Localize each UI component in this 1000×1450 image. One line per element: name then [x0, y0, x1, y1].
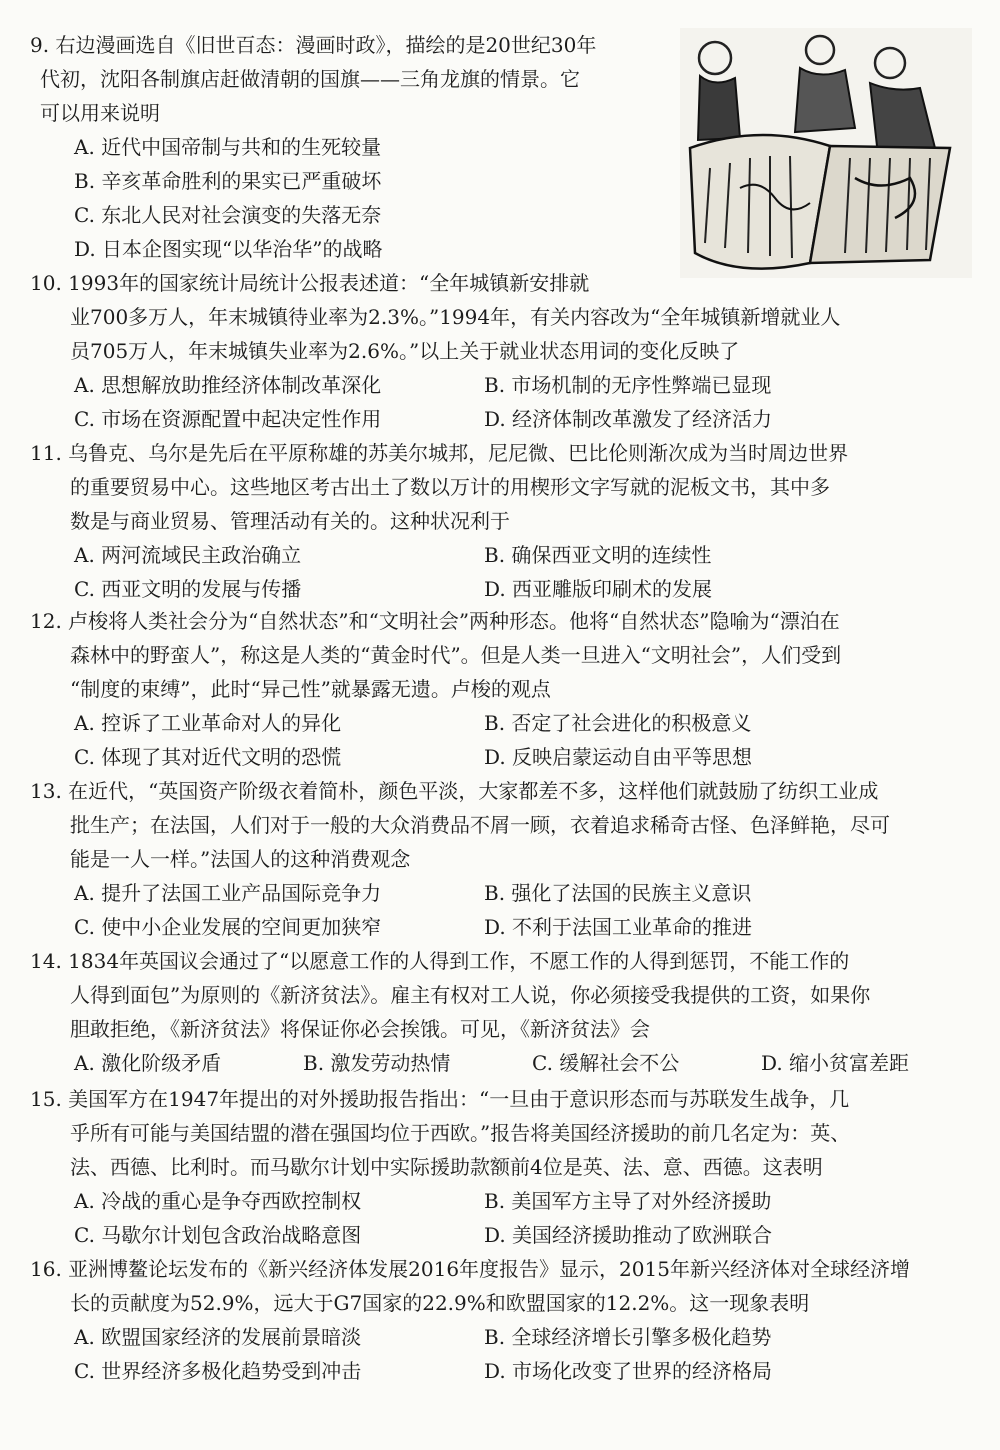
- options-row: [30, 1320, 990, 1354]
- option-c: C. 市场在资源配置中起决定性作用: [74, 407, 382, 431]
- option-d: D. 缩小贫富差距: [761, 1051, 910, 1075]
- question-9: [30, 28, 990, 266]
- question-text: 代初，沈阳各制旗店赶做清朝的国旗——三角龙旗的情景。它: [40, 67, 580, 91]
- question-text: 长的贡献度为52.9%，远大于G7国家的22.9%和欧盟国家的12.2%。这一现象表明: [70, 1291, 810, 1315]
- option-d: D. 日本企图实现“以华治华”的战略: [74, 237, 383, 261]
- option-b: B. 否定了社会进化的积极意义: [484, 711, 752, 735]
- option-a: A. 思想解放助推经济体制改革深化: [74, 373, 382, 397]
- option-a: A. 控诉了工业革命对人的异化: [74, 711, 342, 735]
- question-14: [30, 944, 990, 1080]
- options-row: [30, 572, 990, 606]
- option-d: D. 美国经济援助推动了欧洲联合: [484, 1223, 773, 1247]
- option-b: B. 美国军方主导了对外经济援助: [484, 1189, 772, 1213]
- question-text: 9. 右边漫画选自《旧世百态：漫画时政》，描绘的是20世纪30年: [30, 33, 597, 57]
- options-row: [30, 910, 990, 944]
- option-d: D. 市场化改变了世界的经济格局: [484, 1359, 773, 1383]
- question-13: [30, 774, 990, 944]
- options-row: [30, 1046, 990, 1080]
- question-10: [30, 266, 990, 436]
- option-a: A. 近代中国帝制与共和的生死较量: [74, 135, 382, 159]
- question-text: 12. 卢梭将人类社会分为“自然状态”和“文明社会”两种形态。他将“自然状态”隐喻为“漂泊在: [30, 609, 840, 633]
- option-c: C. 马歇尔计划包含政治战略意图: [74, 1223, 362, 1247]
- option-b: B. 全球经济增长引擎多极化趋势: [484, 1325, 772, 1349]
- question-15: [30, 1082, 990, 1252]
- options-row: [30, 538, 990, 572]
- option-c: C. 东北人民对社会演变的失落无奈: [74, 203, 382, 227]
- option-b: B. 市场机制的无序性弊端已显现: [484, 373, 772, 397]
- option-c: C. 世界经济多极化趋势受到冲击: [74, 1359, 362, 1383]
- question-text: 批生产；在法国，人们对于一般的大众消费品不屑一顾，衣着追求稀奇古怪、色泽鲜艳，尽可: [70, 813, 890, 837]
- question-text: “制度的束缚”，此时“异己性”就暴露无遗。卢梭的观点: [70, 677, 551, 701]
- question-text: 16. 亚洲博鳌论坛发布的《新兴经济体发展2016年度报告》显示，2015年新兴经济体对全球经济增: [30, 1257, 910, 1281]
- options-row: [30, 706, 990, 740]
- option-a: A. 提升了法国工业产品国际竞争力: [74, 881, 382, 905]
- question-text: 员705万人，年末城镇失业率为2.6%。”以上关于就业状态用词的变化反映了: [70, 339, 740, 363]
- option-a: A. 欧盟国家经济的发展前景暗淡: [74, 1325, 362, 1349]
- option-a: A. 两河流域民主政治确立: [74, 543, 302, 567]
- question-text: 的重要贸易中心。这些地区考古出土了数以万计的用楔形文字写就的泥板文书，其中多: [70, 475, 830, 499]
- question-text: 可以用来说明: [40, 101, 160, 125]
- options-row: [30, 368, 990, 402]
- question-text: 15. 美国军方在1947年提出的对外援助报告指出：“一旦由于意识形态而与苏联发生战争，几: [30, 1087, 850, 1111]
- options-row: [30, 740, 990, 774]
- option-b: B. 辛亥革命胜利的果实已严重破坏: [74, 169, 382, 193]
- question-text: 11. 乌鲁克、乌尔是先后在平原称雄的苏美尔城邦，尼尼微、巴比伦则渐次成为当时周边世界: [30, 441, 849, 465]
- question-text: 数是与商业贸易、管理活动有关的。这种状况利于: [70, 509, 510, 533]
- options-row: [30, 1354, 990, 1388]
- question-text: 乎所有可能与美国结盟的潜在强国均位于西欧。”报告将美国经济援助的前几名定为：英、: [70, 1121, 851, 1145]
- option-d: D. 经济体制改革激发了经济活力: [484, 407, 773, 431]
- options-row: [30, 1218, 990, 1252]
- question-16: [30, 1252, 990, 1388]
- options-row: [30, 402, 990, 436]
- option-c: C. 西亚文明的发展与传播: [74, 577, 302, 601]
- question-text: 法、西德、比利时。而马歇尔计划中实际援助款额前4位是英、法、意、西德。这表明: [70, 1155, 823, 1179]
- question-text: 胆敢拒绝，《新济贫法》将保证你必会挨饿。可见，《新济贫法》会: [70, 1017, 650, 1041]
- option-c: C. 缓解社会不公: [532, 1051, 680, 1075]
- option-d: D. 反映启蒙运动自由平等思想: [484, 745, 753, 769]
- option-b: B. 激发劳动热情: [303, 1051, 451, 1075]
- question-text: 13. 在近代，“英国资产阶级衣着简朴，颜色平淡，大家都差不多，这样他们就鼓励了纺织工业成: [30, 779, 879, 803]
- option-b: B. 强化了法国的民族主义意识: [484, 881, 752, 905]
- option-a: A. 冷战的重心是争夺西欧控制权: [74, 1189, 362, 1213]
- question-text: 业700多万人，年末城镇待业率为2.3%。”1994年，有关内容改为“全年城镇新增就业人: [70, 305, 841, 329]
- option-c: C. 使中小企业发展的空间更加狭窄: [74, 915, 382, 939]
- option-d: D. 不利于法国工业革命的推进: [484, 915, 753, 939]
- question-11: [30, 436, 990, 606]
- question-text: 人得到面包”为原则的《新济贫法》。雇主有权对工人说，你必须接受我提供的工资，如果你: [70, 983, 871, 1007]
- options-row: [30, 1184, 990, 1218]
- question-12: [30, 604, 990, 774]
- question-text: 10. 1993年的国家统计局统计公报表述道：“全年城镇新安排就: [30, 271, 590, 295]
- option-d: D. 西亚雕版印刷术的发展: [484, 577, 713, 601]
- option-a: A. 激化阶级矛盾: [74, 1051, 222, 1075]
- options-row: [30, 876, 990, 910]
- question-text: 14. 1834年英国议会通过了“以愿意工作的人得到工作，不愿工作的人得到惩罚，不能工作的: [30, 949, 850, 973]
- question-text: 森林中的野蛮人”，称这是人类的“黄金时代”。但是人类一旦进入“文明社会”，人们受到: [70, 643, 842, 667]
- option-b: B. 确保西亚文明的连续性: [484, 543, 712, 567]
- question-text: 能是一人一样。”法国人的这种消费观念: [70, 847, 411, 871]
- option-c: C. 体现了其对近代文明的恐慌: [74, 745, 342, 769]
